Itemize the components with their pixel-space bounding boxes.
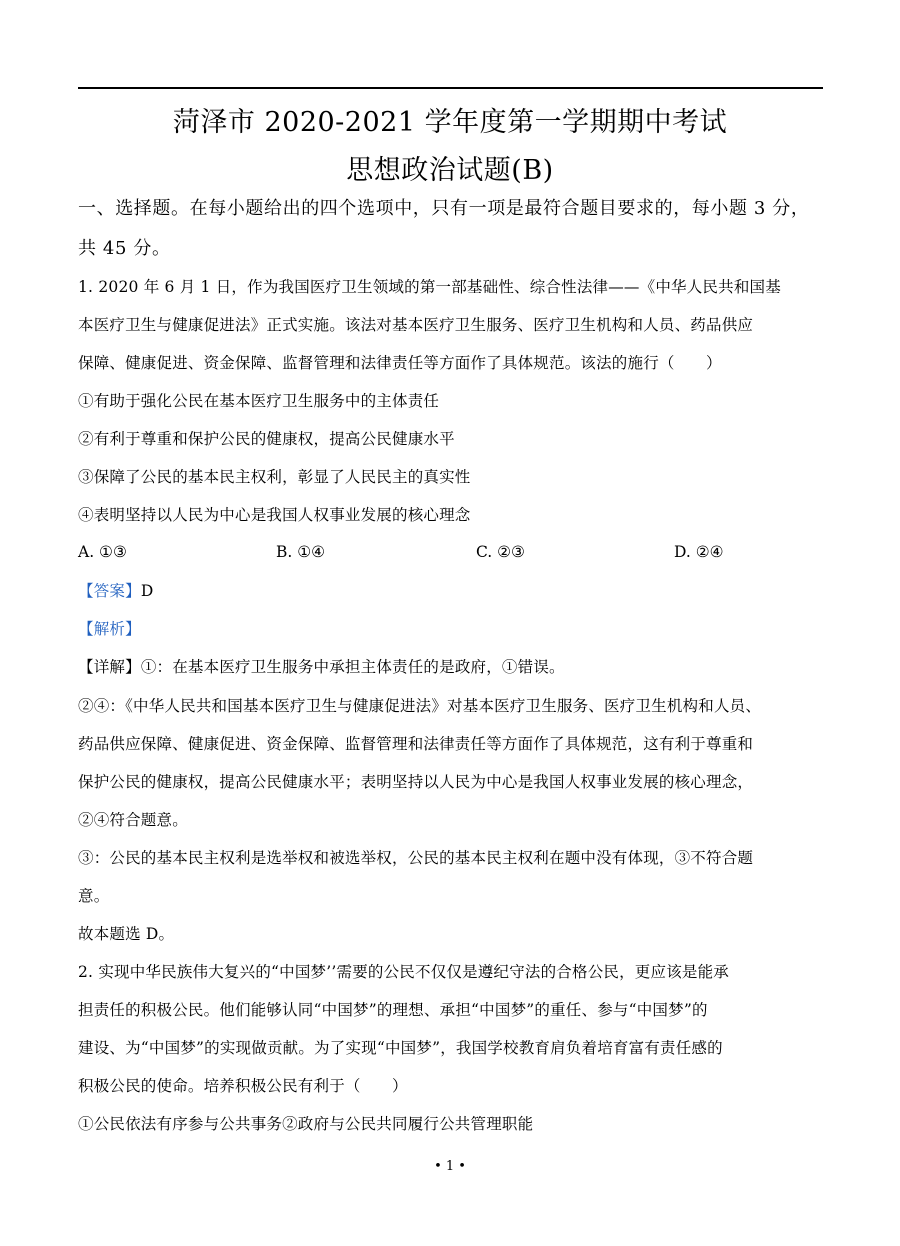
header-rule: [78, 87, 823, 89]
q1-option-a: A. ①③: [78, 543, 127, 561]
q1-detail-line-5: ③：公民的基本民主权利是选举权和被选举权，公民的基本民主权利在题中没有体现，③不符合题: [78, 849, 754, 867]
q1-detail-line-3: 保护公民的健康权，提高公民健康水平；表明坚持以人民为中心是我国人权事业发展的核心理念，: [78, 773, 754, 791]
q1-statement-3: ③保障了公民的基本民主权利，彰显了人民民主的真实性: [78, 468, 471, 486]
q1-answer: [78, 581, 153, 601]
exam-subtitle: 思想政治试题(B): [346, 155, 554, 186]
q1-stem-line-2: 本医疗卫生与健康促进法》正式实施。该法对基本医疗卫生服务、医疗卫生机构和人员、药品供应: [78, 316, 754, 334]
q1-stem-line-1: 1. 2020 年 6 月 1 日，作为我国医疗卫生领域的第一部基础性、综合性法律——《中华人民共和国基: [78, 278, 781, 296]
q1-option-d: D. ②④: [674, 543, 724, 561]
q1-statement-4: ④表明坚持以人民为中心是我国人权事业发展的核心理念: [78, 506, 471, 524]
section-heading-line-2: 共 45 分。: [78, 238, 171, 259]
q1-detail-line-4: ②④符合题意。: [78, 811, 188, 829]
q2-stem-line-4: 积极公民的使命。培养积极公民有利于（ ）: [78, 1077, 408, 1095]
page-number: • 1 •: [434, 1159, 466, 1174]
q1-detail-line-1: ②④：《中华人民共和国基本医疗卫生与健康促进法》对基本医疗卫生服务、医疗卫生机构和人员、: [78, 697, 762, 715]
q1-detail-line-2: 药品供应保障、健康促进、资金保障、监督管理和法律责任等方面作了具体规范，这有利于尊重和: [78, 735, 754, 753]
q1-analysis-label: 【解析】: [78, 620, 141, 638]
q1-detail-first: 【详解】①：在基本医疗卫生服务中承担主体责任的是政府，①错误。: [78, 658, 565, 676]
q2-stem-line-1: 2. 实现中华民族伟大复兴的“中国梦’’需要的公民不仅仅是遵纪守法的合格公民，更应该是能承: [78, 963, 729, 981]
q1-conclusion: 故本题选 D。: [78, 925, 175, 943]
detail-label: 【详解】: [78, 658, 141, 676]
q1-option-b: B. ①④: [276, 543, 326, 561]
exam-title: 菏泽市 2020-2021 学年度第一学期期中考试: [172, 107, 728, 138]
q1-option-c: C. ②③: [476, 543, 525, 561]
q1-statement-1: ①有助于强化公民在基本医疗卫生服务中的主体责任: [78, 392, 440, 410]
answer-value: D: [140, 582, 154, 600]
q2-stem-line-2: 担责任的积极公民。他们能够认同“中国梦”的理想、承担“中国梦”的重任、参与“中国梦”的: [78, 1001, 708, 1019]
q1-stem-line-3: 保障、健康促进、资金保障、监督管理和法律责任等方面作了具体规范。该法的施行（ ）: [78, 354, 722, 372]
q2-stem-line-3: 建设、为“中国梦”的实现做贡献。为了实现“中国梦”，我国学校教育肩负着培育富有责任感的: [78, 1039, 723, 1057]
q1-statement-2: ②有利于尊重和保护公民的健康权，提高公民健康水平: [78, 430, 455, 448]
section-heading-line-1: 一、选择题。在每小题给出的四个选项中，只有一项是最符合题目要求的，每小题 3 分，: [78, 198, 810, 219]
q1-detail-line-6: 意。: [78, 887, 110, 905]
answer-label: 【答案】: [78, 582, 141, 600]
q2-statement-1: ①公民依法有序参与公共事务②政府与公民共同履行公共管理职能: [78, 1115, 534, 1133]
